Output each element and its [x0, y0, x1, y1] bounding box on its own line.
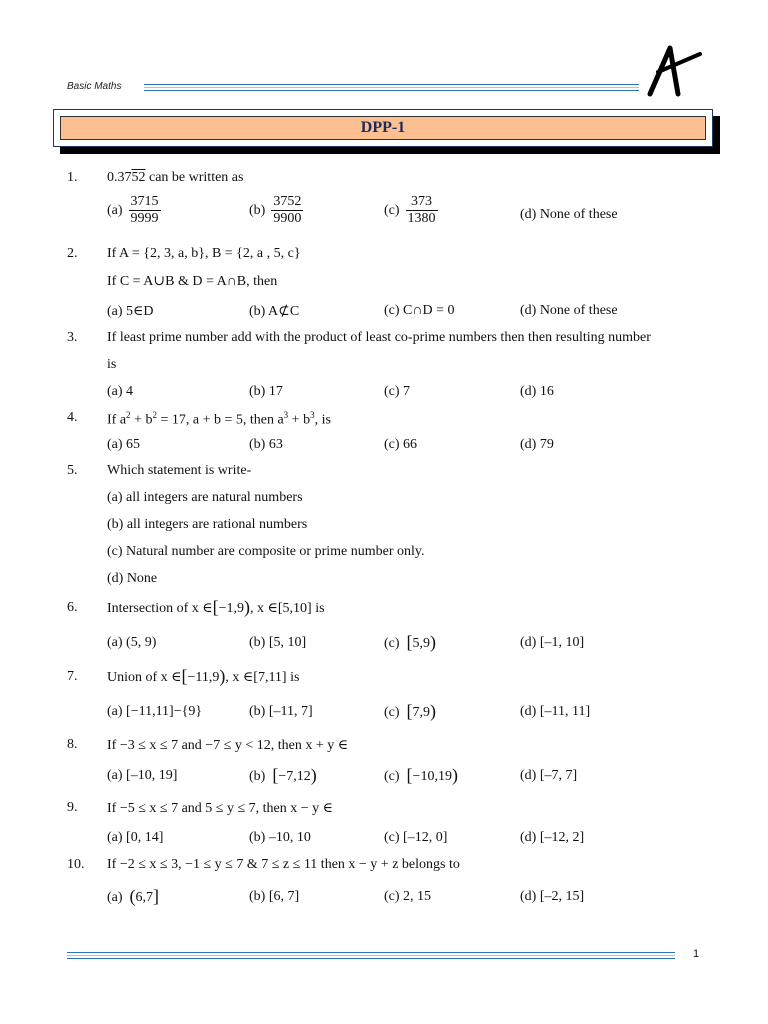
question-number: 4. [67, 410, 78, 425]
question-number: 9. [67, 800, 78, 815]
option-b: (b) [–11, 7] [249, 704, 313, 719]
option-b: (b) A⊄C [249, 304, 300, 319]
question-text: 0.3752 can be written as [107, 170, 244, 185]
option-b: (b) [−7,12) [249, 765, 317, 785]
option-b: (b) $\frac{3752}{9900}$ [249, 194, 302, 227]
option-a: (a) 4 [107, 384, 134, 399]
option-b: (b) all integers are rational numbers [107, 517, 308, 532]
option-b: (b) 17 [249, 384, 283, 399]
option-c: (c) 7 [384, 384, 411, 399]
question-number: 8. [67, 737, 78, 752]
option-d: (d) None of these [520, 303, 618, 318]
option-a: (a) [0, 14] [107, 830, 164, 845]
option-a: (a) $\frac{3715}{9999}$ [107, 194, 159, 227]
question-text: If −5 ≤ x ≤ 7 and 5 ≤ y ≤ 7, then x − y ∈ [107, 801, 334, 816]
title-box [53, 109, 713, 147]
option-b: (b) 63 [249, 437, 283, 452]
option-a: (a) [–10, 19] [107, 768, 178, 783]
question-text: Which statement is write- [107, 463, 252, 478]
option-a: (a) all integers are natural numbers [107, 490, 303, 505]
option-d: (d) None of these [520, 207, 618, 222]
question-number: 5. [67, 463, 78, 478]
option-d: (d) [–1, 10] [520, 635, 585, 650]
question-text: If A = {2, 3, a, b}, B = {2, a , 5, c} [107, 246, 301, 261]
footer-rule [67, 952, 675, 961]
question-text-line2: is [107, 357, 117, 372]
question-text: Union of x ∈[−11,9), x ∈[7,11] is [107, 666, 300, 686]
question-text: If −2 ≤ x ≤ 3, −1 ≤ y ≤ 7 & 7 ≤ z ≤ 11 then x − y + z belongs to [107, 857, 460, 872]
option-d: (d) None [107, 571, 158, 586]
question-number: 3. [67, 330, 78, 345]
option-a: (a) 65 [107, 437, 141, 452]
option-a: (a) [−11,11]−{9} [107, 704, 203, 719]
option-c: (c) C∩D = 0 [384, 303, 455, 318]
question-text-line2: If C = A∪B & D = A∩B, then [107, 274, 278, 289]
option-b: (b) [6, 7] [249, 889, 300, 904]
question-number: 1. [67, 170, 78, 185]
option-b: (b) –10, 10 [249, 830, 311, 845]
option-a: (a) 5∈D [107, 304, 154, 319]
option-d: (d) [–7, 7] [520, 768, 578, 783]
page-title: DPP-1 [360, 119, 406, 136]
option-c: (c) [−10,19) [384, 765, 458, 785]
option-d: (d) 79 [520, 437, 554, 452]
option-a: (a) (5, 9) [107, 635, 157, 650]
option-a: (a) (6,7] [107, 886, 160, 906]
brand-logo-icon [642, 42, 704, 98]
option-c: (c) 66 [384, 437, 418, 452]
question-text: If −3 ≤ x ≤ 7 and −7 ≤ y < 12, then x + y ∈ [107, 738, 349, 753]
question-number: 2. [67, 246, 78, 261]
question-number: 7. [67, 669, 78, 684]
option-c: (c) [7,9) [384, 701, 437, 721]
option-c: (c) 2, 15 [384, 889, 432, 904]
question-number: 10. [67, 857, 85, 872]
option-b: (b) [5, 10] [249, 635, 307, 650]
option-d: (d) [–2, 15] [520, 889, 585, 904]
header-rule [144, 84, 639, 92]
question-text: If least prime number add with the product of least co-prime numbers then then resulting number [107, 330, 651, 345]
option-c: (c) $\frac{373}{1380}$ [384, 194, 436, 227]
page-number: 1 [693, 948, 700, 960]
option-c: (c) [5,9) [384, 632, 437, 652]
question-number: 6. [67, 600, 78, 615]
option-c: (c) [–12, 0] [384, 830, 448, 845]
option-d: (d) 16 [520, 384, 554, 399]
header-subject: Basic Maths [67, 81, 122, 92]
option-c: (c) Natural number are composite or prime number only. [107, 544, 425, 559]
option-d: (d) [–12, 2] [520, 830, 585, 845]
option-d: (d) [–11, 11] [520, 704, 591, 719]
question-text: If $a^2 + b^2 = 17$, a + b = 5, then $a^3 + b^3$, is [107, 410, 331, 428]
question-text: Intersection of x ∈[−1,9), x ∈[5,10] is [107, 597, 325, 617]
